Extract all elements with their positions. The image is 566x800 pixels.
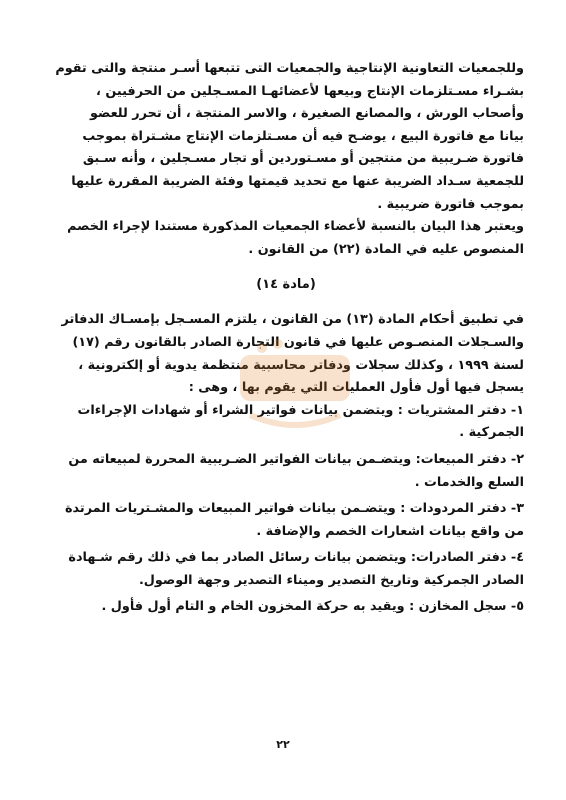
page-number: ٢٢ xyxy=(276,738,290,751)
list-item-line: من واقع بيانات اشعارات الخصم والإضافة . xyxy=(256,523,524,539)
list-item xyxy=(48,400,524,445)
list-item-line: ١- دفتر المشتريات : ويتضمن بيانات فواتير الشراء أو شهادات الإجراءات xyxy=(77,402,524,418)
text-line: بيانا مع فاتورة البيع ، يوضـح فيه أن مسـتلزمات الإنتاج مشـتراة بموجب xyxy=(82,128,524,144)
list-item xyxy=(48,449,524,494)
text-line: بموجب فاتورة ضريبية . xyxy=(377,196,524,212)
list-item-line: ٣- دفتر المردودات : ويتضـمن بيانات فواتير المبيعات والمشـتريات المرتدة xyxy=(64,501,524,517)
list-item xyxy=(48,547,524,592)
list-item-line: ٢- دفتر المبيعات: ويتضـمن بيانات الفواتير الضـريبية المحررة لمبيعاته من xyxy=(68,451,524,467)
list-item xyxy=(48,596,524,619)
text-line: للجمعية سـداد الضريبة عنها مع تحديد قيمتها وفئة الضريبة المقررة عليها xyxy=(71,173,524,189)
text-line: والسـجلات المنصـوص عليها في قانون التجارة الصادر بالقانون رقم (١٧) xyxy=(72,334,524,350)
text-line: وأصحاب الورش ، والمصانع الصغيرة ، والاسر المنتجة ، أن تحرر للعضو xyxy=(89,106,524,122)
list-item-line: ٥- سجل المخازن : ويقيد به حركة المخزون الخام و التام أول فأول . xyxy=(101,599,524,615)
paragraph-1 xyxy=(48,58,524,216)
paragraph-2 xyxy=(48,216,524,261)
list-item-line: الجمركية . xyxy=(459,425,524,441)
text-line: في تطبيق أحكام المادة (١٣) من القانون ، يلتزم المسـجل بإمسـاك الدفاتر xyxy=(61,312,524,328)
paragraph-3 xyxy=(48,309,524,399)
text-line: بشـراء مسـتلزمات الإنتاج وبيعها لأعضائهـا المسـجلين من الحرفيين ، xyxy=(96,83,524,99)
records-list xyxy=(48,400,524,619)
text-line: وللجمعيات التعاونية الإنتاجية والجمعيات التى تتبعها أسـر منتجة والتى تقوم xyxy=(55,61,524,76)
article-heading: (مادة ١٤) xyxy=(256,277,316,293)
text-line: المنصوص عليه في المادة (٢٢) من القانون . xyxy=(248,241,524,257)
text-line: لسنة ١٩٩٩ ، وكذلك سجلات ودفاتر محاسبية منتظمة يدوية أو إلكترونية ، xyxy=(78,357,524,373)
text-line: فاتورة ضـريبية من منتجين أو مسـتوردين أو تجار مسـجلين ، وأنه سـبق xyxy=(82,151,524,167)
list-item-line: السلع والخدمات . xyxy=(414,474,524,490)
list-item xyxy=(48,498,524,543)
list-item-line: الصادر الجمركية وتاريخ التصدير وميناء التصدير وجهة الوصول. xyxy=(138,572,524,588)
text-line: يسجل فيها أول فأول العمليات التي يقوم بها ، وهى : xyxy=(188,380,524,396)
text-line: ويعتبر هذا البيان بالنسبة لأعضاء الجمعيات المذكورة مستندا لإجراء الخصم xyxy=(67,219,524,235)
list-item-line: ٤- دفتر الصادرات: ويتضمن بيانات رسائل الصادر بما في ذلك رقم شـهادة xyxy=(68,550,524,566)
